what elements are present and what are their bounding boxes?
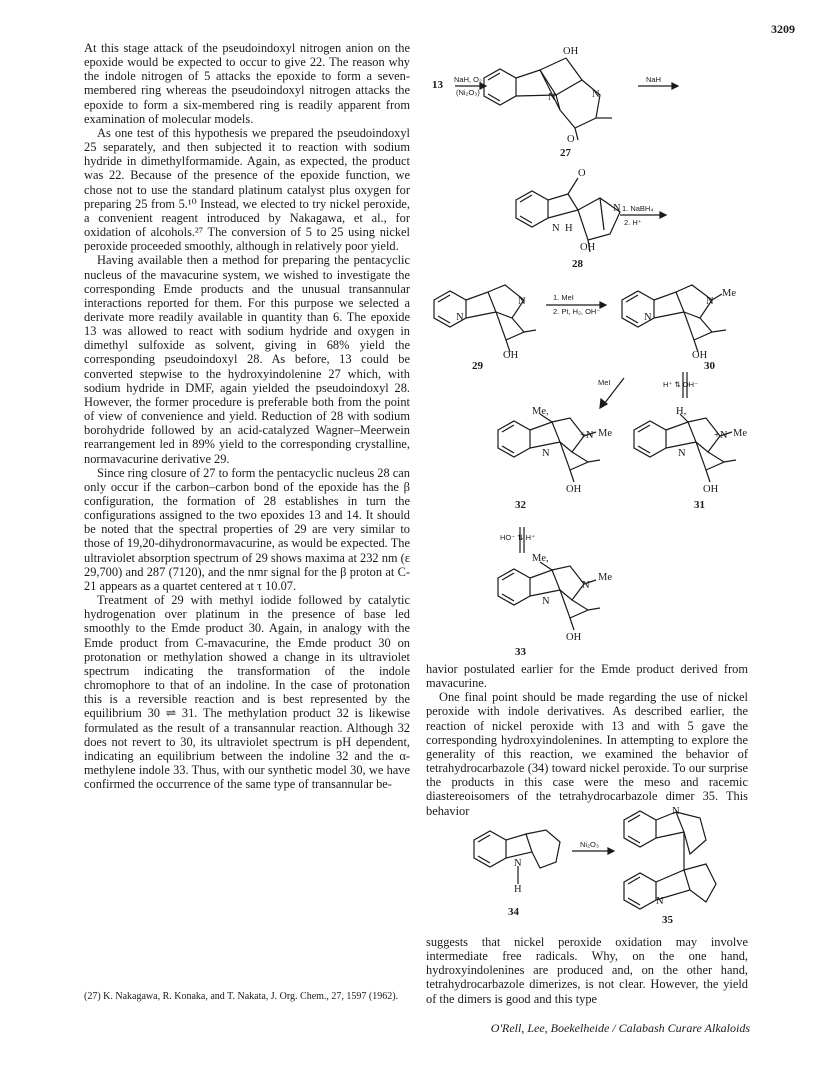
compound-label: 13 — [432, 79, 443, 91]
atom-label: Me — [598, 428, 612, 439]
reagent-label: 1. NaBH₄ — [622, 204, 654, 213]
reagent-label: 2. Pt, H₂, OH⁻ — [553, 307, 601, 316]
atom-label: +N — [714, 430, 728, 441]
atom-label: OH — [563, 46, 579, 57]
atom-label: N — [672, 806, 680, 817]
paragraph: Since ring closure of 27 to form the pentacyclic nucleus 28 can only occur if the carbon–carbon bond of the epoxide has the β configuration, the formation of 28 establishes in turn the configurations assigned to the two epoxides 13 and 14. It should be noted that the spectral properties of 29 are very similar to those of 19,20-dihydronormavacurine, as would be expected. The ultraviolet absorption spectrum of 29 shows maxima at 232 nm (ε 29,700) and 287 (7120), and the nmr signal for the β proton at C-21 appears as a quartet centered at τ 10.07. — [84, 465, 410, 593]
compound-label: 30 — [704, 360, 715, 372]
reagent-label: HO⁻ ⇅ H⁺ — [500, 533, 536, 542]
atom-label: OH — [703, 484, 719, 495]
reagent-label: H⁺ ⇅ OH⁻ — [663, 380, 699, 389]
atom-label: OH — [566, 484, 582, 495]
reagent-label: Ni₂O₃ — [580, 840, 599, 849]
paragraph: As one test of this hypothesis we prepared the pseudoindoxyl 25 separately, and then subjected it to reaction with sodium hydride in dimethylformamide. Again, as expected, the product was 22. Because of the presence of the epoxide function, we chose not to use the standard platinum catalyst plus oxygen for preparing 25 from 5.¹⁰ Instead, we elected to try nickel peroxide, a convenient reagent introduced by Nakagawa, et al., for oxidation of alcohols.²⁷ The conversion of 5 to 25 using nickel peroxide proceeded smoothly, although in relatively poor yield. — [84, 125, 410, 254]
atom-label: Me — [733, 428, 747, 439]
atom-label: O — [578, 168, 586, 179]
reagent-label: NaH — [646, 75, 662, 84]
atom-label: Me, — [532, 406, 549, 417]
atom-label: OH — [503, 350, 519, 361]
atom-label: N — [678, 448, 686, 459]
atom-label: Me, — [532, 553, 549, 564]
atom-label: H — [565, 223, 573, 234]
atom-label: Me — [598, 572, 612, 583]
atom-label: OH — [566, 632, 582, 643]
atom-label: N — [644, 312, 652, 323]
atom-label: N — [542, 448, 550, 459]
atom-label: OH — [692, 350, 708, 361]
reagent-label: 2. H⁺ — [624, 218, 642, 227]
atom-label: N — [514, 858, 522, 869]
paragraph: At this stage attack of the pseudoindoxyl nitrogen anion on the epoxide would be expected to occur to give 22. The reason why the indole nitrogen of 5 attacks the epoxide to form a seven-membered ring whereas the pseudoindoxyl nitrogen attacks the epoxide to form a six-membered ring is readily apparent from examination of molecular models. — [84, 41, 410, 126]
reagent-label: NaH, O₂ — [454, 75, 482, 84]
atom-label: N — [706, 296, 714, 307]
compound-label: 33 — [515, 646, 526, 658]
paragraph: Having available then a method for preparing the pentacyclic nucleus of the mavacurine system, we wished to investigate the corresponding Emde products and the unusual transannular interactions reported for them. For this purpose we selected a derivate more readily available in quantity than 6. The epoxide 13 was allowed to react with sodium hydride and oxygen in dimethyl sulfoxide as solvent, giving in 68% yield the corresponding pseudoindoxyl 28. As before, 13 could be converted stepwise to the hydroxyindolenine 27 which, with sodium hydride in DMF, again yielded the pseudoindoxyl 28. However, the former procedure is preferable both from the point of view of convenience and yield. Reduction of 28 with sodium borohydride followed by an acid-catalyzed Wagner–Meerwein rearrangement led in 89% yield to the corresponding crystalline, normavacurine derivative 29. — [84, 253, 410, 466]
atom-label: O — [567, 134, 575, 145]
compound-label: 28 — [572, 258, 583, 270]
atom-label: N — [656, 896, 664, 907]
atom-label: N — [456, 312, 464, 323]
atom-label: N — [552, 223, 560, 234]
atom-label: N — [542, 596, 550, 607]
reagent-label: MeI — [598, 378, 611, 387]
paragraph: One final point should be made regarding the use of nickel peroxide with indole derivatives. As described earlier, the reaction of nickel peroxide with 13 and with 5 gave the corresponding hydroxyindolenines. In attempting to explore the generality of this reaction, we examined the behavior of tetrahydrocarbazole (34) toward nickel peroxide. To our surprise the products in this case were the meso and racemic diastereoisomers of the tetrahydrocarbazole dimer 35. This behavior — [426, 690, 748, 818]
paragraph: Treatment of 29 with methyl iodide followed by catalytic hydrogenation over platinum in the presence of base led smoothly to the Emde product 30. Again, in analogy with the Emde product from C-mavacurine, the Emde product 30 on protonation or methylation showed a change in its ultraviolet spectrum indicating the transformation of the indole chromophore to that of an indoline. In the case of protonation this is a reversible reaction and is best represented by the equilibrium 30 ⇌ 31. The methylation product 32 is likewise formulated as the result of a transannular reaction. Although 32 does not revert to 30, its ultraviolet spectrum is pH dependent, indicating an equilibrium between the indoline 32 and the α-methylene indole 33. Thus, with our synthetic model 30, we have confirmed the occurrence of the same type of transannular be- — [84, 593, 410, 792]
reagent-label: 1. MeI — [553, 293, 574, 302]
atom-label: N — [548, 92, 556, 103]
atom-label: H — [514, 884, 522, 895]
compound-label: 27 — [560, 147, 571, 159]
atom-label: N — [592, 89, 600, 100]
paragraph: havior postulated earlier for the Emde product derived from mavacurine. — [426, 662, 748, 691]
atom-label: H, — [676, 406, 687, 417]
compound-label: 29 — [472, 360, 483, 372]
reagent-label: (Ni₂O₃) — [456, 88, 480, 97]
atom-label: N — [613, 203, 621, 214]
atom-label: OH — [580, 242, 596, 253]
running-footer: O'Rell, Lee, Boekelheide / Calabash Curare Alkaloids — [490, 1021, 750, 1035]
paragraph: suggests that nickel peroxide oxidation may involve intermediate free radicals. Why, on the one hand, hydroxyindolenines are produced and, on the other hand, tetrahydrocarbazole dimerizes, is not clear. However, the yield of the dimers is good and this type — [426, 935, 748, 1006]
atom-label: N — [582, 580, 590, 591]
structure-28 — [516, 178, 620, 252]
compound-label: 34 — [508, 906, 519, 918]
structure-34 — [474, 830, 560, 884]
compound-label: 31 — [694, 499, 705, 511]
atom-label: Me — [722, 288, 736, 299]
compound-label: 32 — [515, 499, 526, 511]
atom-label: N — [518, 296, 526, 307]
footnote: (27) K. Nakagawa, R. Konaka, and T. Nakata, J. Org. Chem., 27, 1597 (1962). — [84, 991, 399, 1002]
atom-label: +N — [580, 430, 594, 441]
page-number: 3209 — [771, 22, 795, 36]
structure-35 — [624, 811, 716, 909]
compound-label: 35 — [662, 914, 673, 926]
